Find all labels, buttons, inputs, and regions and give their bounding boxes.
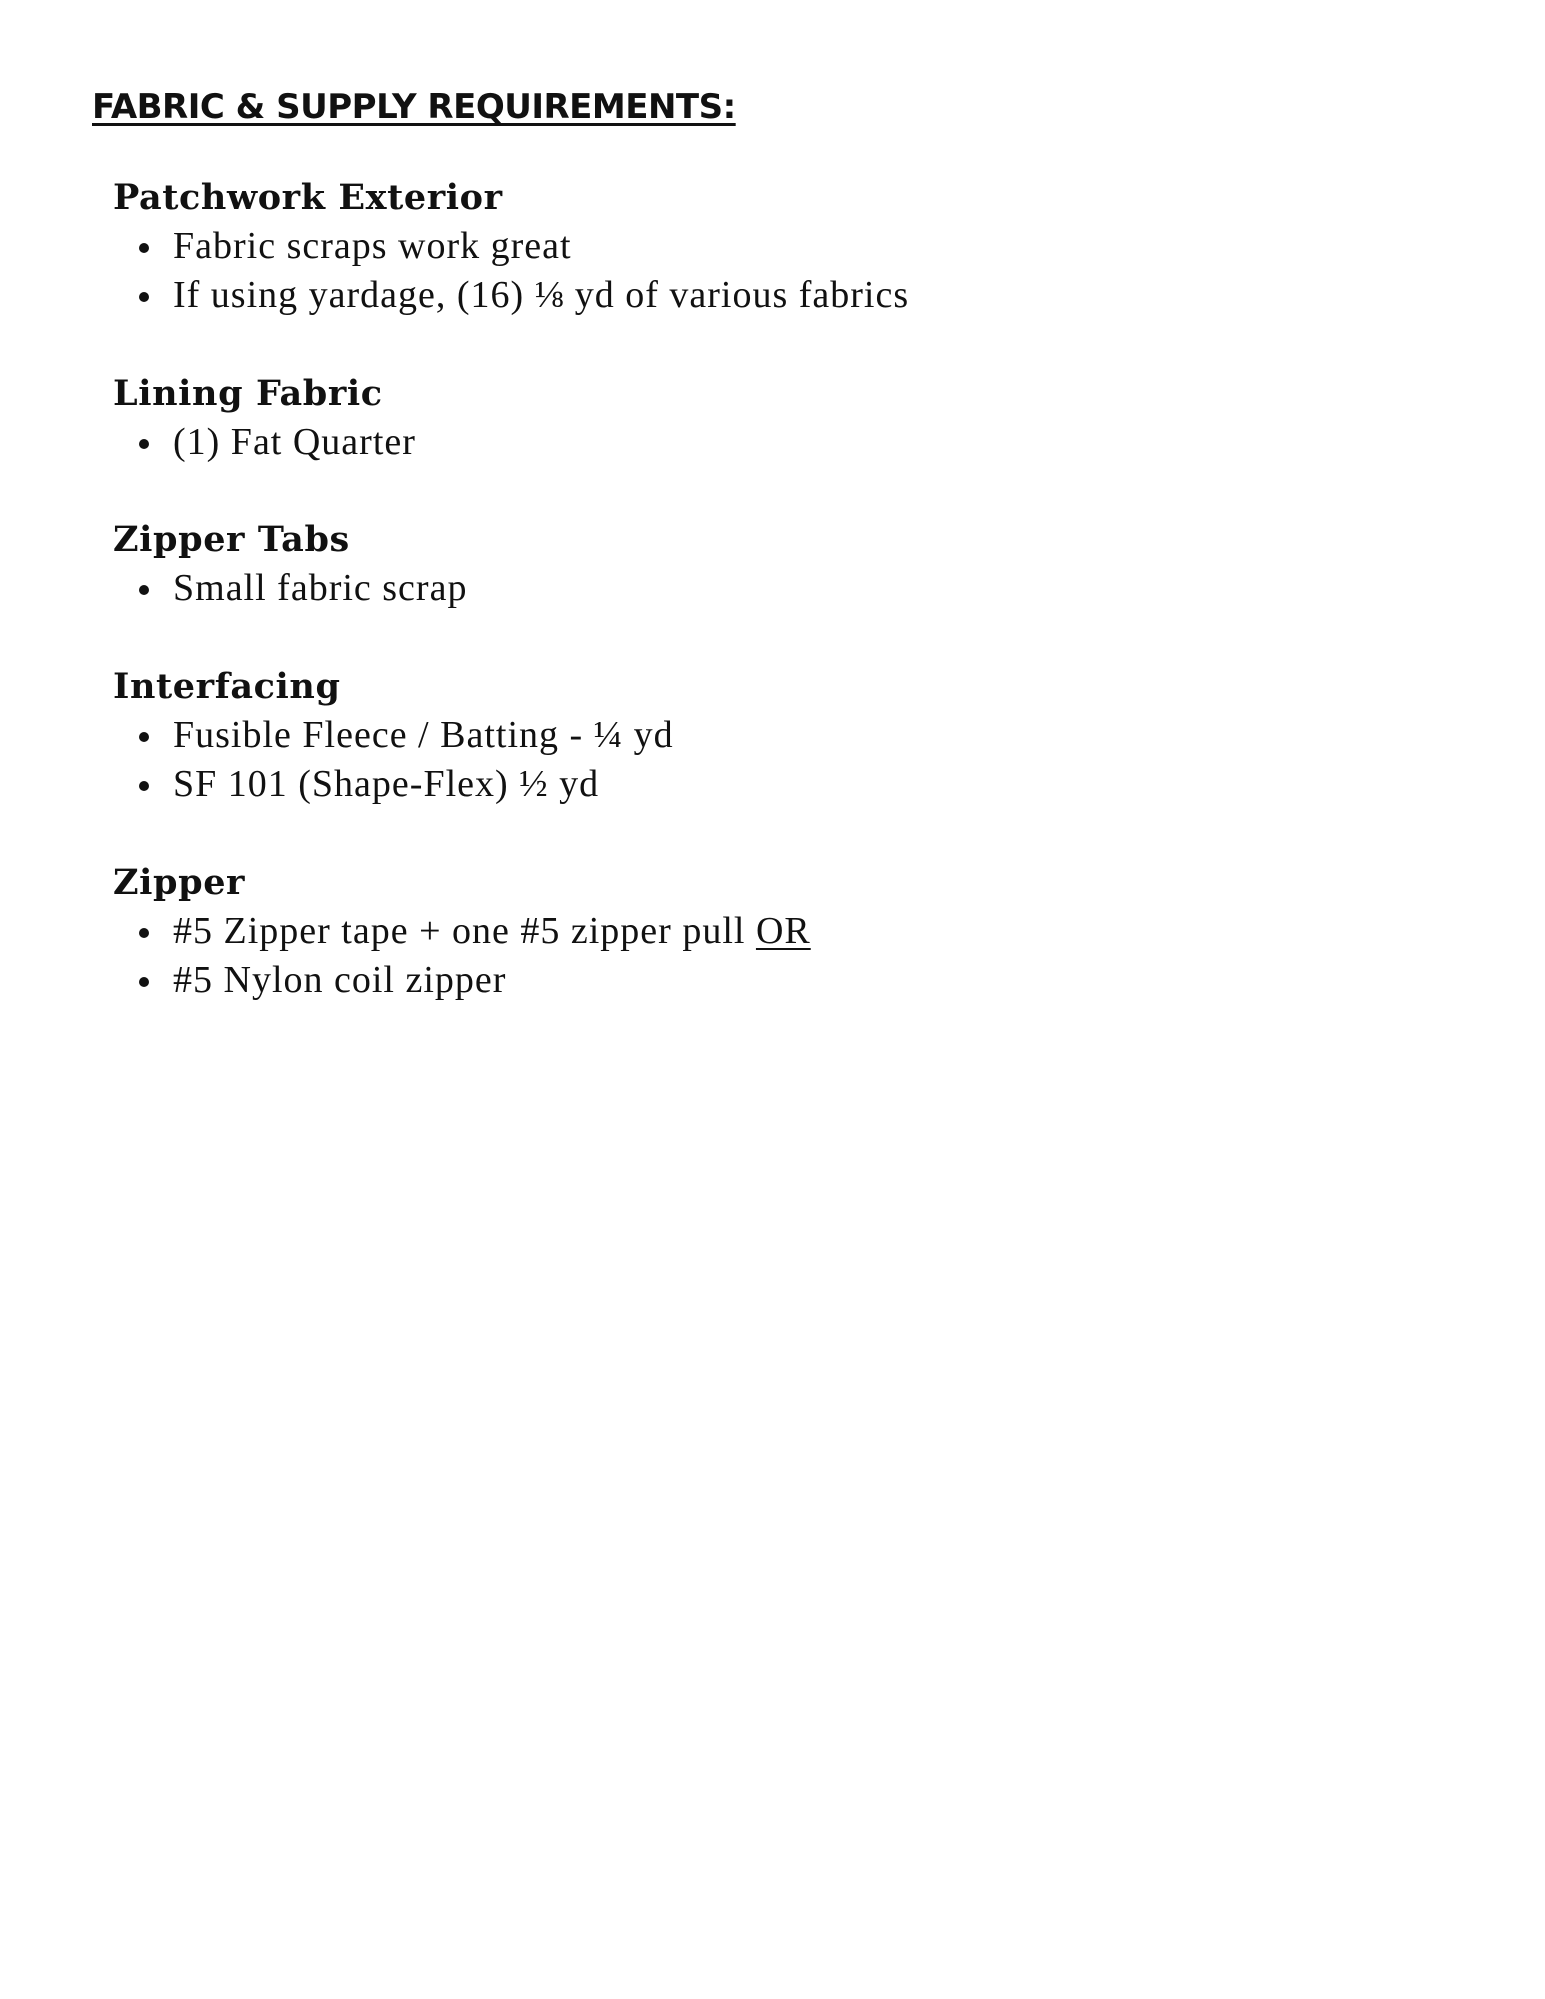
bullet-icon (139, 732, 149, 742)
bullet-icon (139, 439, 149, 449)
list-item-text: If using yardage, (16) ⅛ yd of various fabrics (173, 274, 910, 316)
list-item-text: Small fabric scrap (173, 567, 468, 609)
section-interfacing (113, 665, 674, 809)
list-item (113, 271, 909, 320)
section-heading: Patchwork Exterior (113, 177, 503, 218)
list-item-text: #5 Nylon coil zipper (173, 959, 507, 1001)
section-zipper-tabs (113, 518, 467, 613)
section-heading: Lining Fabric (113, 373, 383, 414)
section-lining-fabric (113, 372, 416, 467)
list-item (113, 907, 811, 956)
list-item-text: #5 Zipper tape + one #5 zipper pull (173, 910, 756, 952)
item-list (113, 418, 416, 467)
list-item (113, 564, 467, 613)
list-item-text: SF 101 (Shape-Flex) ½ yd (173, 763, 600, 805)
list-item (113, 222, 909, 271)
bullet-icon (139, 292, 149, 302)
list-item-text: (1) Fat Quarter (173, 421, 416, 463)
item-list (113, 222, 909, 320)
item-list (113, 711, 674, 809)
bullet-icon (139, 243, 149, 253)
section-zipper (113, 861, 811, 1005)
emphasis-or: OR (755, 910, 811, 952)
section-heading: Interfacing (113, 666, 341, 707)
bullet-icon (139, 977, 149, 987)
list-item-text: Fusible Fleece / Batting - ¼ yd (173, 714, 674, 756)
list-item (113, 760, 674, 809)
bullet-icon (139, 781, 149, 791)
list-item (113, 418, 416, 467)
page-title: FABRIC & SUPPLY REQUIREMENTS: (92, 87, 736, 127)
section-patchwork-exterior (113, 176, 909, 320)
item-list (113, 907, 811, 1005)
list-item-text: Fabric scraps work great (173, 225, 572, 267)
list-item (113, 956, 811, 1005)
bullet-icon (139, 928, 149, 938)
section-heading: Zipper (113, 862, 246, 903)
item-list (113, 564, 467, 613)
bullet-icon (139, 585, 149, 595)
section-heading: Zipper Tabs (113, 519, 350, 560)
list-item (113, 711, 674, 760)
